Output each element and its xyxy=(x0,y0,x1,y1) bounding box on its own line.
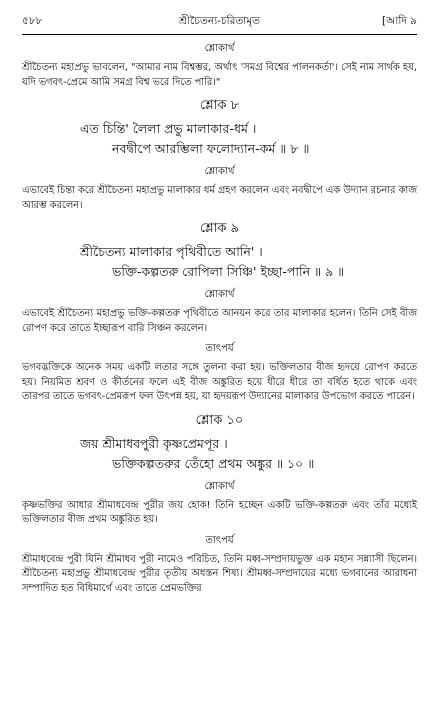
purport-heading: তাৎপর্য xyxy=(205,343,234,354)
verse-title: শ্লোক ১০ xyxy=(195,412,244,428)
translation-text: শ্রীচৈতন্য মহাপ্রভু ভাবলেন, "আমার নাম বিশ্বম্ভর, অর্থাৎ 'সমগ্র বিশ্বের পালনকর্তা'। সেই নাম সার্থক হয়, যদি ভগবৎ-প্রেমে আমি সমগ্র বিশ্ব ভরে দিতে পারি।" xyxy=(22,62,417,88)
book-title: শ্রীচৈতন্য-চরিতামৃত xyxy=(178,14,261,27)
translation-text: কৃষ্ণভক্তির আধার শ্রীমাধবেন্দ্র পুরীর জয় হোক! তিনি হচ্ছেন একটি ভক্তি-কল্পতরু এবং তাঁর মধ্যেই ভক্তিলতার বীজ প্রথম অঙ্কুরিত হয়। xyxy=(22,499,417,525)
running-header xyxy=(22,14,417,30)
purport-text: ভগবদ্ভক্তিকে অনেক সময় একটি লতার সঙ্গে তুলনা করা হয়। ভক্তিলতার বীজ হৃদয়ে রোপণ করতে হয়। নিয়মিত শ্রবণ ও কীর্তনের ফলে এই বীজ অঙ্কুরিত হয়ে ধীরে ধীরে তা বর্ধিত হতে থাকে এবং তারপর তাতে ভগবৎ-প্রেমরূপ ফল উৎপন্ন হয়, যা হৃদয়রূপ উদ্যানের মালাকার উপভোগ করতে পারেন। xyxy=(22,362,417,402)
page-number: ৫৮৮ xyxy=(22,14,43,27)
translation-heading: শ্লোকার্থ xyxy=(204,480,235,492)
translation-text: এভাবেই শ্রীচৈতন্য মহাপ্রভু ভক্তি-কল্পতরু পৃথিবীতে আনয়ন করে তার মালাকার হলেন। তিনি সেই বীজ রোপণ করে তাতে ইচ্ছারূপ বারি সিঞ্চন করলেন। xyxy=(22,308,417,334)
translation-heading: শ্লোকার্থ xyxy=(204,43,235,54)
verse-line: শ্রীচৈতন্য মালাকার পৃথিবীতে আনি' । xyxy=(80,244,263,259)
purport-text: শ্রীমাধবেন্দ্র পুরী যিনি শ্রীমাধব পুরী নামেও পরিচিত, তিনি মধ্ব-সম্প্রদায়ভুক্ত এক মহান সন্ন্যাসী ছিলেন। শ্রীচৈতন্য মহাপ্রভু শ্রীমাধবেন্দ্র পুরীর তৃতীয় অধস্তন শিষ্য। শ্রীমধ্ব-সম্প্রদায়ের মধ্যে ভগবানের আরাধনা সম্পাদিত হত বিধিমার্গে এবং তাতে প্রেমভক্তির xyxy=(22,553,417,594)
verse-line: নবদ্বীপে আরম্ভিলা ফলোদ্যান-কর্ম ॥ ৮ ॥ xyxy=(112,141,310,156)
translation-text: এভাবেই চিন্তা করে শ্রীচৈতন্য মহাপ্রভু মালাকার ধর্ম গ্রহণ করলেন এবং নবদ্বীপে এক উদ্যান রচনার কাজ আরম্ভ করলেন। xyxy=(22,185,417,211)
verse-line: এত চিন্তি' লৈলা প্রভু মালাকার-ধর্ম । xyxy=(80,121,257,136)
verse-title: শ্লোক ৯ xyxy=(199,221,240,236)
translation-heading: শ্লোকার্থ xyxy=(204,166,235,177)
verse-line: ভক্তি-কল্পতরু রোপিলা সিঞ্চি' ইচ্ছা-পানি ॥ ৯ ॥ xyxy=(112,264,345,279)
purport-heading: তাৎপর্য xyxy=(205,534,234,546)
verse-line: জয় শ্রীমাধবপুরী কৃষ্ণপ্রেমপূর । xyxy=(80,435,228,451)
header-rule xyxy=(22,34,417,35)
translation-heading: শ্লোকার্থ xyxy=(204,289,235,300)
verse-line: ভক্তিকল্পতরুর তেঁহো প্রথম অঙ্কুর ॥ ১০ ॥ xyxy=(112,455,315,471)
chapter-label: [আদি ৯ xyxy=(381,14,417,27)
verse-title: শ্লোক ৮ xyxy=(199,98,240,113)
